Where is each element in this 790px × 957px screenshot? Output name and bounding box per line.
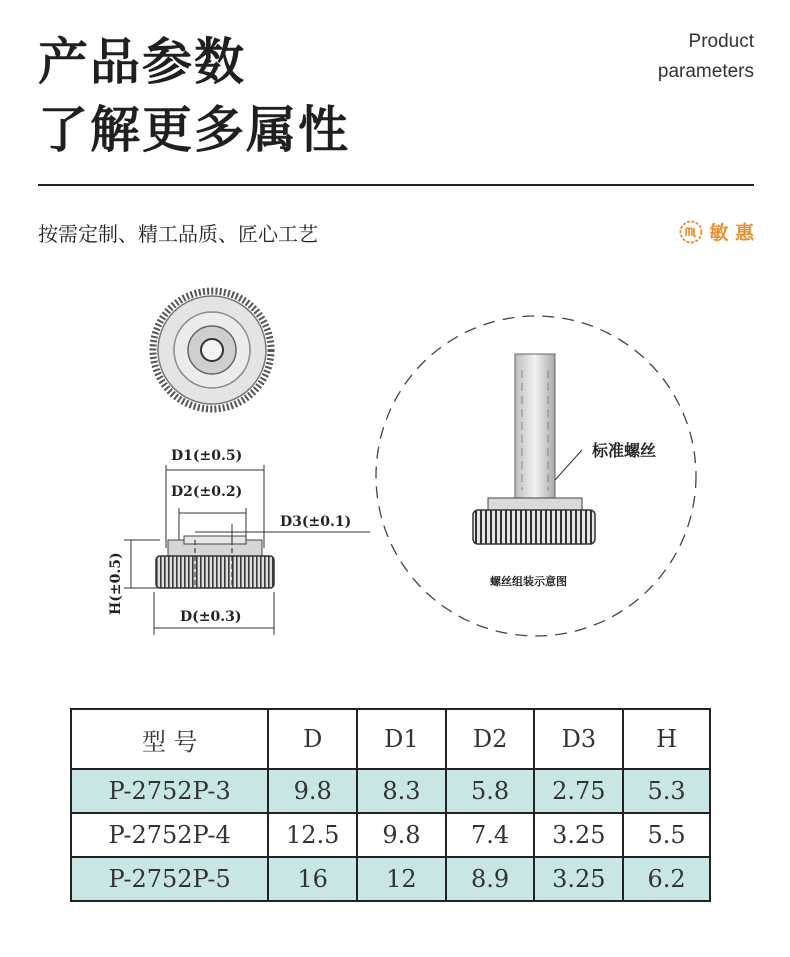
brand: [679, 218, 754, 245]
page-title-line1: 产品参数: [38, 33, 246, 91]
cell-d: 12.5: [268, 813, 357, 857]
english-subtitle-line1: Product: [688, 31, 754, 52]
cell-d2: 5.8: [446, 769, 535, 813]
dim-label-d1: D1(±0.5): [171, 448, 243, 464]
dim-label-d: D(±0.3): [180, 609, 242, 625]
header-model: 型 号: [71, 709, 268, 769]
english-subtitle-line2: parameters: [657, 61, 754, 82]
header-d2: D2: [446, 709, 535, 769]
header-d1: D1: [357, 709, 446, 769]
spec-table: [70, 708, 711, 902]
header-divider: [38, 184, 754, 186]
cell-h: 5.5: [623, 813, 710, 857]
cell-h: 6.2: [623, 857, 710, 901]
cell-d2: 7.4: [446, 813, 535, 857]
knob-top-view: [153, 291, 271, 409]
knob-side-view: [156, 536, 274, 588]
technical-drawing: [0, 270, 790, 670]
dim-label-h: H(±0.5): [108, 552, 124, 615]
header-d3: D3: [534, 709, 623, 769]
cell-h: 5.3: [623, 769, 710, 813]
cell-model: P-2752P-5: [71, 857, 268, 901]
thread-label: 标准螺丝: [592, 441, 657, 460]
screw-assembly: [473, 354, 595, 544]
cell-model: P-2752P-4: [71, 813, 268, 857]
assembly-caption: 螺丝组装示意图: [490, 575, 567, 588]
cell-d1: 9.8: [357, 813, 446, 857]
cell-d3: 3.25: [534, 857, 623, 901]
table-header-row: [71, 709, 710, 769]
cell-d2: 8.9: [446, 857, 535, 901]
tagline: 按需定制、精工品质、匠心工艺: [38, 222, 318, 246]
header-h: H: [623, 709, 710, 769]
table-row: [71, 857, 710, 901]
cell-d: 16: [268, 857, 357, 901]
cell-d3: 2.75: [534, 769, 623, 813]
header-d: D: [268, 709, 357, 769]
dim-label-d2: D2(±0.2): [171, 484, 243, 500]
cell-model: P-2752P-3: [71, 769, 268, 813]
cell-d3: 3.25: [534, 813, 623, 857]
brand-logo-icon: [679, 220, 703, 244]
table-row: [71, 769, 710, 813]
page-title-line2: 了解更多属性: [38, 101, 350, 159]
cell-d1: 8.3: [357, 769, 446, 813]
cell-d: 9.8: [268, 769, 357, 813]
table-row: [71, 813, 710, 857]
dim-label-d3: D3(±0.1): [280, 514, 352, 530]
cell-d1: 12: [357, 857, 446, 901]
brand-name: 敏 惠: [709, 222, 754, 244]
